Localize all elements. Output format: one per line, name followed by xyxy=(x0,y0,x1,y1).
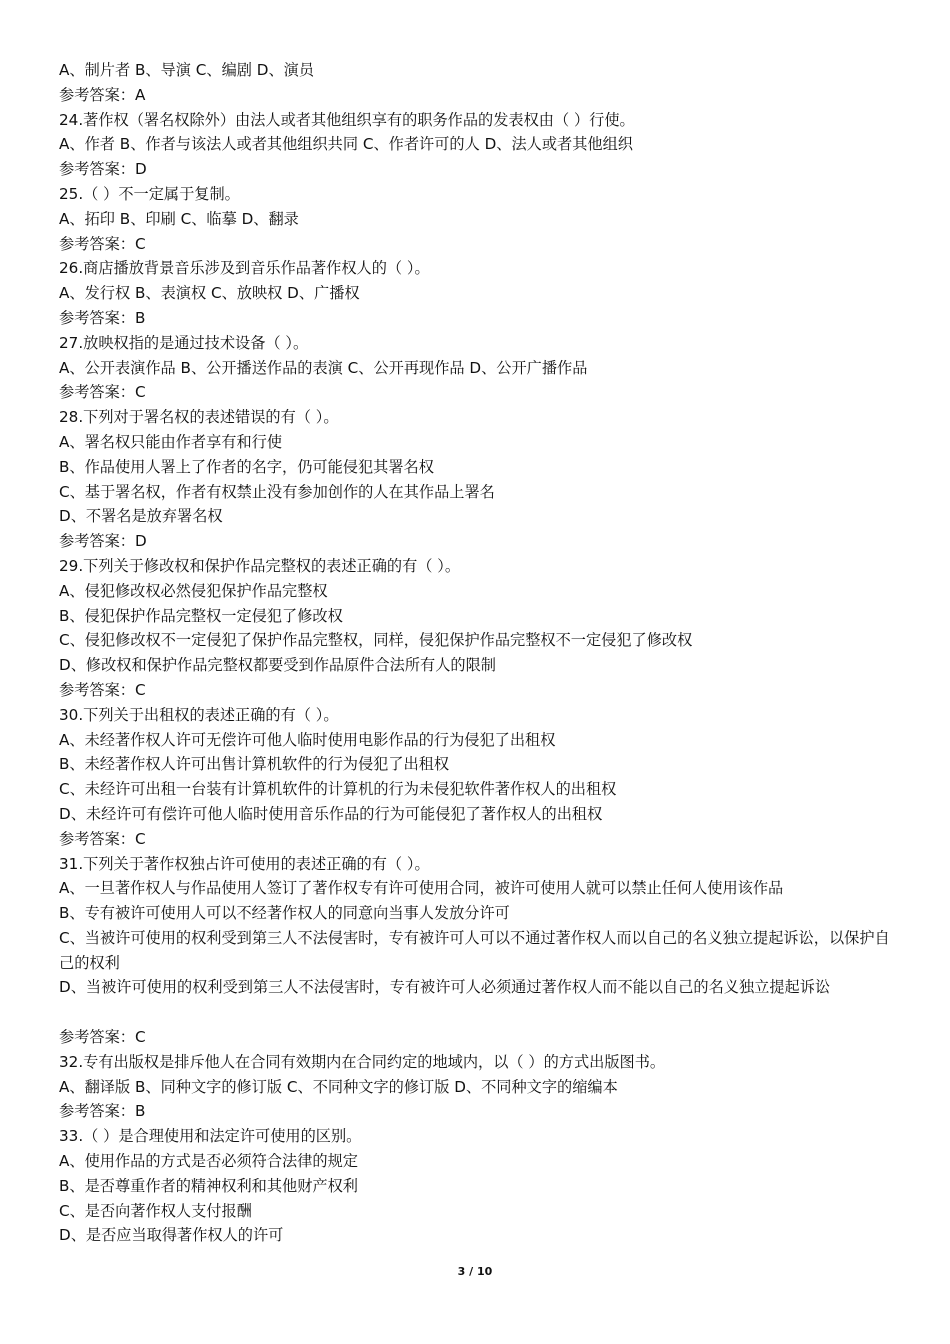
question-line: 30.下列关于出租权的表述正确的有（ ）。 xyxy=(59,705,339,724)
option-line: C、当被许可使用的权利受到第三人不法侵害时，专有被许可人可以不通过著作权人而以自己的名义独立提起诉讼，以保护自己的权利 xyxy=(59,928,890,972)
option-line: A、一旦著作权人与作品使用人签订了著作权专有许可使用合同，被许可使用人就可以禁止任何人使用该作品 xyxy=(59,879,784,898)
option-line: A、发行权 B、表演权 C、放映权 D、广播权 xyxy=(59,284,360,303)
question-line: 28.下列对于署名权的表述错误的有（ ）。 xyxy=(59,408,339,427)
option-line: A、侵犯修改权必然侵犯保护作品完整权 xyxy=(59,581,328,600)
option-line: C、侵犯修改权不一定侵犯了保护作品完整权，同样，侵犯保护作品完整权不一定侵犯了修改权 xyxy=(59,631,693,650)
option-line: D、修改权和保护作品完整权都要受到作品原件合法所有人的限制 xyxy=(59,656,496,675)
question-line: 33.（ ）是合理使用和法定许可使用的区别。 xyxy=(59,1127,362,1146)
option-line: B、作品使用人署上了作者的名字，仍可能侵犯其署名权 xyxy=(59,457,434,476)
answer-line: 参考答案：D xyxy=(59,532,147,551)
question-line: 26.商店播放背景音乐涉及到音乐作品著作权人的（ ）。 xyxy=(59,259,430,278)
option-line: A、作者 B、作者与该法人或者其他组织共同 C、作者许可的人 D、法人或者其他组织 xyxy=(59,135,633,154)
option-line: D、未经许可有偿许可他人临时使用音乐作品的行为可能侵犯了著作权人的出租权 xyxy=(59,804,603,823)
option-line: B、是否尊重作者的精神权利和其他财产权利 xyxy=(59,1176,358,1195)
question-line: 25.（ ）不一定属于复制。 xyxy=(59,184,240,203)
option-line: D、当被许可使用的权利受到第三人不法侵害时，专有被许可人必须通过著作权人而不能以自己的名义独立提起诉讼 xyxy=(59,978,831,997)
option-line: A、制片者 B、导演 C、编剧 D、演员 xyxy=(59,61,315,79)
option-line: A、使用作品的方式是否必须符合法律的规定 xyxy=(59,1152,358,1171)
option-line: C、基于署名权，作者有权禁止没有参加创作的人在其作品上署名 xyxy=(59,482,495,501)
option-line: A、翻译版 B、同种文字的修订版 C、不同种文字的修订版 D、不同种文字的缩编本 xyxy=(59,1077,618,1096)
answer-line: 参考答案：C xyxy=(59,680,146,699)
option-line: D、不署名是放弃署名权 xyxy=(59,507,223,526)
option-line: A、拓印 B、印刷 C、临摹 D、翻录 xyxy=(59,209,299,228)
question-line: 31.下列关于著作权独占许可使用的表述正确的有（ ）。 xyxy=(59,854,430,873)
document-body xyxy=(59,58,899,1248)
answer-line: 参考答案：C xyxy=(59,1028,146,1047)
option-line: B、侵犯保护作品完整权一定侵犯了修改权 xyxy=(59,606,343,625)
answer-line: 参考答案：D xyxy=(59,160,147,179)
answer-line: 参考答案：B xyxy=(59,1102,146,1121)
answer-line: 参考答案：C xyxy=(59,234,146,253)
option-line: C、未经许可出租一台装有计算机软件的计算机的行为未侵犯软件著作权人的出租权 xyxy=(59,780,617,799)
answer-line: 参考答案：C xyxy=(59,829,146,848)
option-line: C、是否向著作权人支付报酬 xyxy=(59,1201,252,1220)
page-number: 3 / 10 xyxy=(457,1265,493,1278)
option-line: A、未经著作权人许可无偿许可他人临时使用电影作品的行为侵犯了出租权 xyxy=(59,730,556,749)
question-line: 32.专有出版权是排斥他人在合同有效期内在合同约定的地域内，以（ ）的方式出版图书。 xyxy=(59,1052,666,1071)
option-line: B、未经著作权人许可出售计算机软件的行为侵犯了出租权 xyxy=(59,755,450,774)
question-line: 24.著作权（署名权除外）由法人或者其他组织享有的职务作品的发表权由（ ）行使。 xyxy=(59,110,635,129)
option-line: A、署名权只能由作者享有和行使 xyxy=(59,432,283,451)
answer-line: 参考答案：C xyxy=(59,383,146,402)
option-line: B、专有被许可使用人可以不经著作权人的同意向当事人发放分许可 xyxy=(59,904,510,923)
question-line: 27.放映权指的是通过技术设备（ ）。 xyxy=(59,333,309,352)
question-line: 29.下列关于修改权和保护作品完整权的表述正确的有（ ）。 xyxy=(59,556,461,575)
answer-line: 参考答案：B xyxy=(59,308,146,327)
option-line: A、公开表演作品 B、公开播送作品的表演 C、公开再现作品 D、公开广播作品 xyxy=(59,358,588,377)
answer-line: 参考答案：A xyxy=(59,85,146,104)
option-line: D、是否应当取得著作权人的许可 xyxy=(59,1226,284,1245)
